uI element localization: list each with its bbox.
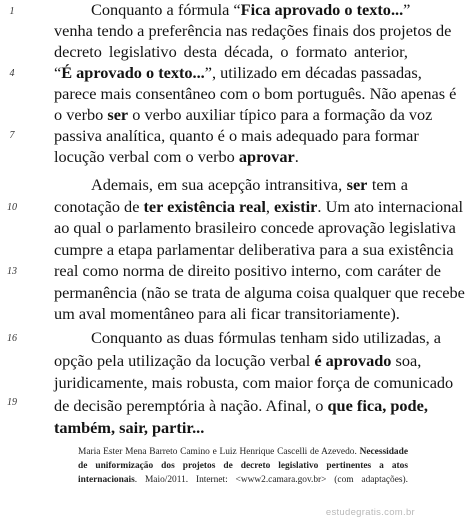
text-line: um aval momentâneo para ali ficar transitoriamente).	[54, 304, 400, 323]
line-number: 10	[7, 202, 17, 213]
text-line: juridicamente, mais robusta, com maior força de comunicado	[54, 373, 454, 392]
text-line: cumpre a etapa parlamentar deliberativa para a sua existência	[54, 240, 454, 259]
text-line: Conquanto as duas fórmulas tenham sido utilizadas, a	[91, 328, 441, 347]
text-line: venha tendo a preferência nas redações finais dos projetos de	[54, 21, 452, 40]
reference-line: Maria Ester Mena Barreto Camino e Luiz Henrique Cascelli de Azevedo. Necessidade	[78, 447, 408, 457]
text-line: também, sair, partir...	[54, 418, 205, 437]
line-number: 19	[7, 397, 17, 408]
text-line: locução verbal com o verbo aprovar.	[54, 147, 299, 166]
reference-line: de uniformização dos projetos de decreto legislativo pertinentes a atos	[78, 461, 408, 471]
line-number: 13	[7, 266, 17, 277]
text-line: passiva analítica, quanto é o mais adequado para formar	[54, 126, 419, 145]
line-number: 1	[9, 6, 15, 17]
line-number: 7	[9, 130, 15, 141]
text-line: real como norma de direito positivo interno, com caráter de	[54, 261, 441, 280]
text-line: “É aprovado o texto...”, utilizado em décadas passadas,	[54, 63, 422, 82]
text-line: decreto legislativo desta década, o formato anterior,	[54, 42, 408, 61]
text-line: opção pela utilização da locução verbal é aprovado soa,	[54, 351, 422, 370]
line-number: 16	[7, 333, 17, 344]
text-line: parece mais consentâneo com o bom português. Não apenas é	[54, 84, 457, 103]
watermark: estudegratis.com.br	[325, 507, 415, 518]
text-line: ao qual o parlamento brasileiro concede aprovação legislativa	[54, 218, 456, 237]
text-line: Conquanto a fórmula “Fica aprovado o texto...”	[91, 0, 411, 19]
text-line: conotação de ter existência real, existir. Um ato internacional	[54, 197, 463, 216]
text-line: o verbo ser o verbo auxiliar típico para a formação da voz	[54, 105, 433, 124]
text-line: de decisão peremptória à nação. Afinal, o que fica, pode,	[54, 396, 428, 415]
text-line: Ademais, em sua acepção intransitiva, ser tem a	[91, 175, 409, 194]
reference-line: internacionais. Maio/2011. Internet: <www2.camara.gov.br> (com adaptações).	[78, 475, 408, 485]
text-line: permanência (não se trata de alguma coisa qualquer que recebe	[54, 283, 465, 302]
line-number: 4	[9, 68, 15, 79]
